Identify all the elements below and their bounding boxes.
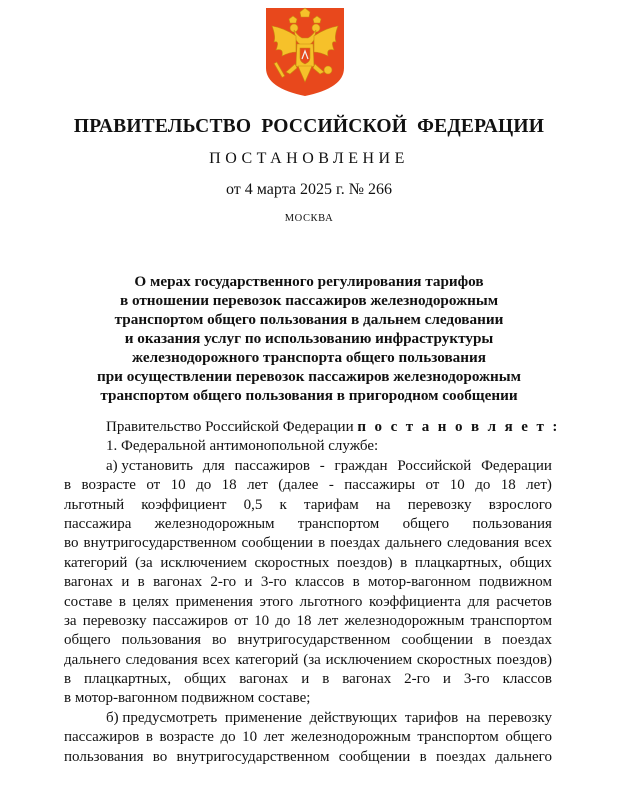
word: взрослого: [488, 496, 552, 513]
word: пользования: [121, 632, 202, 649]
document-date-number: от 4 марта 2025 г. № 266: [226, 181, 392, 198]
word: 2-го: [404, 671, 430, 688]
word: действующих: [309, 709, 398, 726]
document-city: МОСКВА: [284, 213, 334, 224]
word: дальнего: [495, 748, 552, 765]
word: и: [442, 671, 451, 688]
word: во: [64, 535, 79, 552]
intro-paragraph: [64, 418, 560, 437]
word: лет: [317, 612, 339, 629]
text-line: [64, 554, 552, 573]
word: в: [352, 574, 360, 591]
text-line: [64, 651, 552, 670]
word: б) предусмотреть: [106, 709, 218, 726]
word: -: [328, 477, 334, 494]
word: исключением: [160, 554, 247, 571]
word: пассажиров: [64, 729, 140, 746]
word: железнодорожным: [290, 729, 411, 746]
word: для: [467, 593, 490, 610]
title-line: железнодорожного транспорта общего пользования: [132, 349, 486, 366]
word: следования: [125, 651, 198, 668]
word: мотор-вагонном: [368, 574, 471, 591]
word: в: [137, 574, 145, 591]
word: до: [275, 612, 291, 629]
word: 3-го: [260, 574, 287, 591]
word: (далее: [278, 477, 319, 494]
word: 10: [242, 729, 258, 746]
word: пользования: [472, 515, 552, 532]
text-line: [64, 631, 552, 650]
word: всех: [524, 535, 552, 552]
word: железнодорожным: [344, 612, 465, 629]
word: скоростных: [254, 554, 330, 571]
word: лет: [247, 477, 268, 494]
word: общего: [505, 729, 552, 746]
title-line: при осуществлении перевозок пассажиров железнодорожным: [96, 368, 522, 385]
word: поездов): [337, 554, 393, 571]
resolution-title: [60, 272, 558, 405]
word: общего: [64, 632, 111, 649]
word: в: [322, 671, 330, 688]
word: возрасте: [81, 477, 136, 494]
word: сообщении: [338, 748, 411, 765]
title-line: транспортом общего пользования в пригородном сообщении: [100, 387, 518, 404]
subparagraph-a-last-line: в мотор-вагонном подвижном составе;: [64, 690, 311, 707]
word: плацкартных,: [84, 671, 172, 688]
word: пассажиров: [234, 457, 310, 474]
word: до: [475, 477, 491, 494]
word: категорий: [64, 554, 128, 571]
word: от: [425, 477, 440, 494]
word: плацкартных,: [414, 554, 503, 571]
word: пассажиры: [344, 477, 416, 494]
word: в: [318, 535, 326, 552]
word: целях: [132, 593, 170, 610]
word: поездах: [435, 748, 486, 765]
text-line: [64, 670, 552, 689]
word: применения: [175, 593, 253, 610]
word: вагонах: [153, 574, 203, 591]
word: на: [465, 709, 481, 726]
word: в: [118, 593, 126, 610]
text-line: [64, 709, 552, 728]
word: коэффициент: [141, 496, 227, 513]
text-line: [64, 612, 552, 631]
word: исключением: [325, 651, 413, 668]
word: внутригосударственном: [237, 632, 391, 649]
word: 18: [296, 612, 312, 629]
word: во: [212, 632, 227, 649]
word: пользования: [64, 748, 144, 765]
word: применение: [224, 709, 302, 726]
word: 10: [449, 477, 465, 494]
word: всех: [202, 651, 231, 668]
word: льготный: [64, 496, 125, 513]
word: 3-го: [463, 671, 490, 688]
word: железнодорожным: [154, 515, 275, 532]
text-line: [64, 593, 552, 612]
word: на: [375, 496, 391, 513]
word: граждан: [334, 457, 388, 474]
word: вагонах: [64, 574, 114, 591]
word: а) установить: [106, 457, 193, 474]
word: сообщении: [241, 535, 314, 552]
word: во: [152, 748, 168, 765]
word: лет: [263, 729, 285, 746]
word: внутригосударственном: [83, 535, 237, 552]
word: Федерации: [481, 457, 552, 474]
word: вагонах: [239, 671, 289, 688]
word: и: [244, 574, 253, 591]
word: за: [64, 612, 77, 629]
word: перевозку: [488, 709, 552, 726]
title-line: и оказания услуг по использованию инфраструктуры: [124, 330, 494, 347]
word: дальнего: [64, 651, 121, 668]
word: транспортом: [470, 612, 552, 629]
word: поездах: [501, 632, 552, 649]
text-line: [64, 748, 552, 767]
text-line: [64, 573, 552, 592]
word: -: [319, 457, 325, 474]
word: возрасте: [159, 729, 214, 746]
word: Российской: [397, 457, 472, 474]
word: лет): [526, 477, 552, 494]
word: и: [301, 671, 310, 688]
word: тарифам: [303, 496, 359, 513]
text-line: [64, 534, 552, 553]
intro-text: Правительство Российской Федерации: [106, 419, 354, 435]
word: категорий: [235, 651, 299, 668]
government-name: ПРАВИТЕЛЬСТВО РОССИЙСКОЙ ФЕДЕРАЦИИ: [73, 116, 545, 137]
word: скоростных: [416, 651, 492, 668]
text-line: [64, 496, 552, 515]
word: транспортом: [297, 515, 380, 532]
word: составе: [64, 593, 113, 610]
word: общих: [184, 671, 227, 688]
word: 10: [170, 477, 186, 494]
word: поездов): [496, 651, 552, 668]
resolution-body: [64, 418, 560, 767]
word: к: [279, 496, 287, 513]
subparagraph-b: [64, 709, 552, 767]
word: в: [145, 729, 153, 746]
word: транспортом: [417, 729, 499, 746]
title-line: О мерах государственного регулирования тарифов: [134, 273, 484, 290]
word: до: [220, 729, 236, 746]
text-line: [64, 476, 552, 495]
word: общих: [509, 554, 552, 571]
word: в: [419, 748, 427, 765]
word: сообщении: [401, 632, 473, 649]
word: в: [483, 632, 492, 649]
text-line: [64, 515, 552, 534]
word: в: [64, 477, 72, 494]
word: классов: [502, 671, 552, 688]
word: 18: [221, 477, 237, 494]
word: до: [196, 477, 212, 494]
word: следования: [446, 535, 520, 552]
word: вагонах: [342, 671, 392, 688]
word: льготного: [299, 593, 363, 610]
text-line: [64, 457, 552, 476]
word: пассажиров: [152, 612, 228, 629]
title-line: в отношении перевозок пассажиров железнодорожным: [119, 292, 499, 309]
word: расчетов: [496, 593, 552, 610]
title-line: транспортом общего пользования в дальнем следовании: [114, 311, 504, 328]
word: пассажира: [64, 515, 132, 532]
word: подвижном: [479, 574, 552, 591]
word: в: [400, 554, 408, 571]
word: 10: [254, 612, 270, 629]
subparagraph-a: [64, 457, 552, 690]
intro-verb: п о с т а н о в л я е т :: [357, 419, 560, 435]
coat-of-arms-icon: [264, 6, 346, 98]
word: поездах: [330, 535, 381, 552]
paragraph-1: 1. Федеральной антимонопольной службе:: [106, 438, 379, 455]
word: 2-го: [210, 574, 237, 591]
word: перевозку: [82, 612, 147, 629]
word: дальнего: [385, 535, 442, 552]
word: классов: [294, 574, 345, 591]
word: общего: [402, 515, 450, 532]
document-type: ПОСТАНОВЛЕНИЕ: [209, 150, 409, 167]
word: (за: [135, 554, 153, 571]
text-line: [64, 728, 552, 747]
word: от: [146, 477, 161, 494]
word: в: [64, 671, 72, 688]
word: коэффициента: [369, 593, 462, 610]
word: этого: [259, 593, 294, 610]
word: 18: [500, 477, 516, 494]
word: для: [202, 457, 225, 474]
word: 0,5: [243, 496, 263, 513]
word: внутригосударственном: [176, 748, 330, 765]
word: от: [234, 612, 248, 629]
word: тарифов: [405, 709, 459, 726]
word: перевозку: [407, 496, 472, 513]
word: и: [121, 574, 130, 591]
word: (за: [303, 651, 321, 668]
